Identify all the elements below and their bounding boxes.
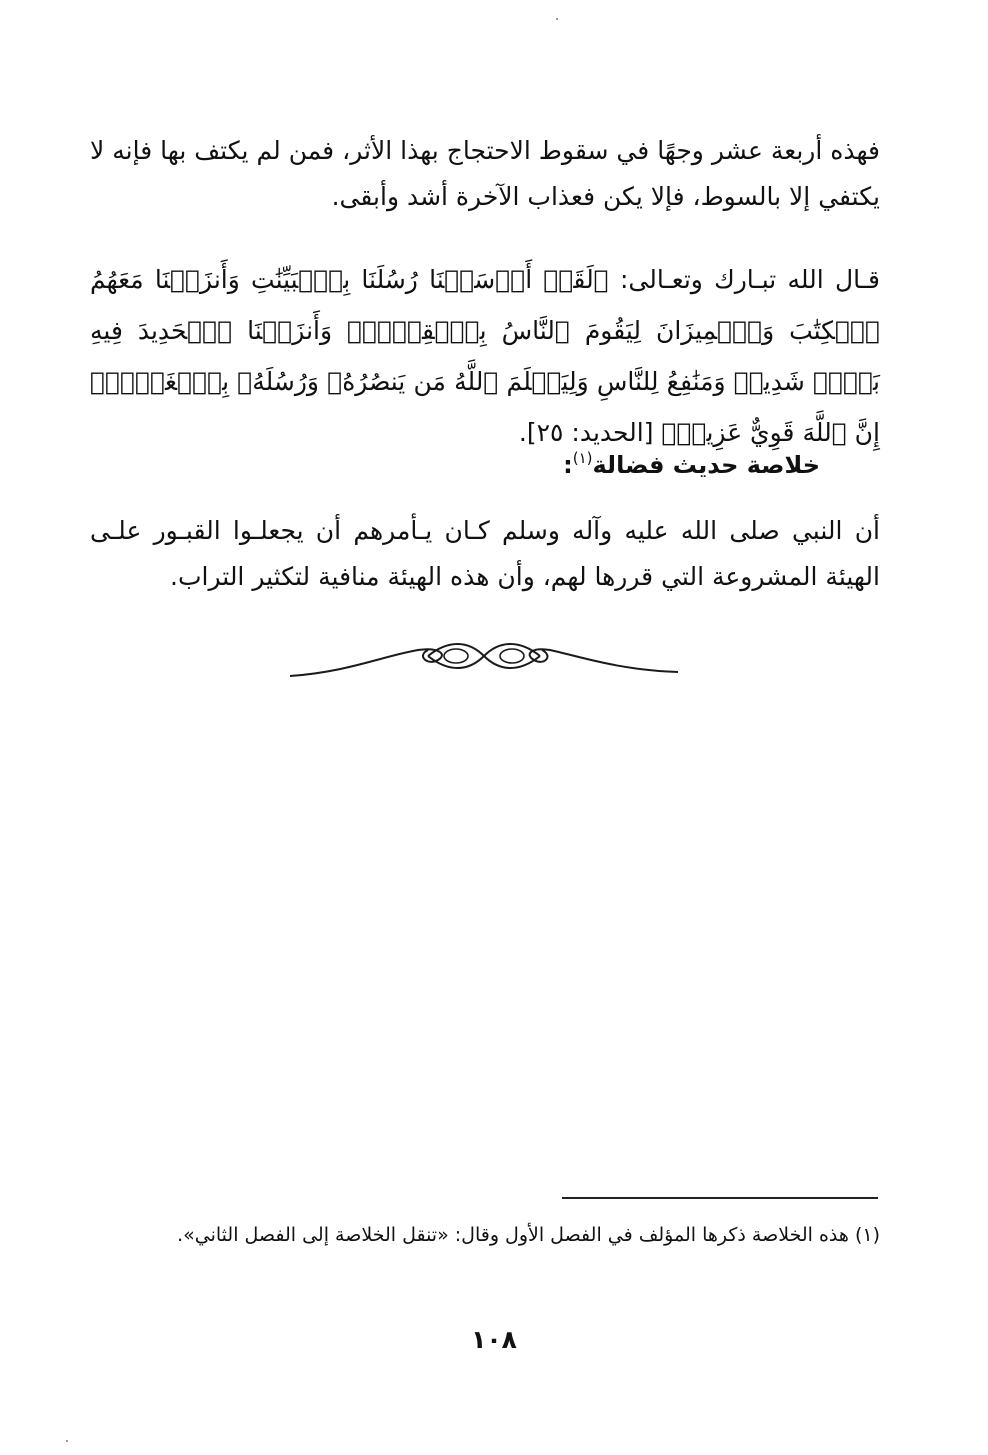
scan-speck <box>556 18 558 20</box>
scan-speck <box>66 1440 68 1442</box>
quran-reference: [الحديد: ٢٥]. <box>518 418 662 447</box>
paragraph-conclusion: فهذه أربعة عشر وجهًا في سقوط الاحتجاج بهذا الأثر، فمن لم يكتف بها فإنه لا يكتفي إلا بالسوط، فإلا يكن فعذاب الآخرة أشد وأبقى. <box>90 136 880 211</box>
paragraph-summary: أن النبي صلى الله عليه وآله وسلم كـان يـأمرهم أن يجعلـوا القبـور علـى الهيئة المشروعة التي قررها لهم، وأن هذه الهيئة منافية لتكثير التراب. <box>90 516 880 591</box>
footnote-marker: (١) <box>572 449 593 467</box>
quran-verse: ﴿لَقَدۡ أَرۡسَلۡنَا رُسُلَنَا بِٱلۡبَيِّنَٰتِ وَأَنزَلۡنَا مَعَهُمُ ٱلۡكِتَٰبَ وَٱلۡمِيزَانَ لِيَقُومَ ٱلنَّاسُ بِٱلۡقِسۡطِۖ وَأَنزَلۡنَا ٱلۡحَدِيدَ فِيهِ بَأۡسٞ شَدِيدٞ وَمَنَٰفِعُ لِلنَّاسِ وَلِيَعۡلَمَ ٱللَّهُ مَن يَنصُرُهُۥ وَرُسُلَهُۥ بِٱلۡغَيۡبِۚ إِنَّ ٱللَّهَ قَوِيٌّ عَزِيزٞ﴾ <box>90 265 880 447</box>
footnote-separator <box>562 1197 878 1199</box>
footnote: (١) هذه الخلاصة ذكرها المؤلف في الفصل الأول وقال: «تنقل الخلاصة إلى الفصل الثاني». <box>177 1224 880 1246</box>
section-heading <box>90 436 820 487</box>
page-number: ١٠٨ <box>471 1325 517 1354</box>
decorative-divider <box>288 636 680 686</box>
heading-colon: : <box>563 451 573 479</box>
quran-intro: قـال الله تبـارك وتعـالى: <box>608 265 880 294</box>
section-heading-text: خلاصة حديث فضالة <box>592 451 820 479</box>
paragraph-quran-citation <box>90 254 880 458</box>
